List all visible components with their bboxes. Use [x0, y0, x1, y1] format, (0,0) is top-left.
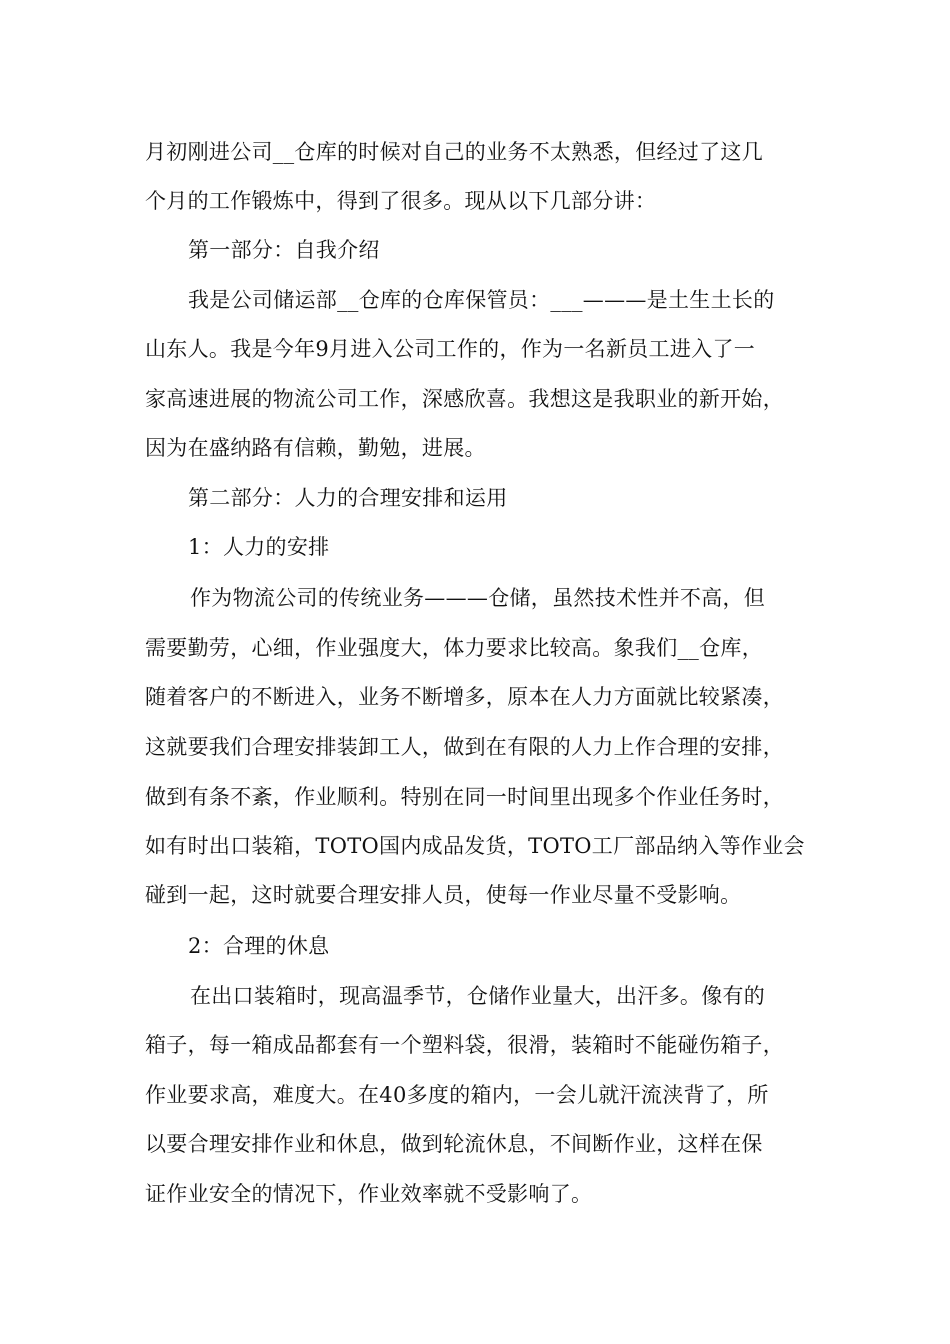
text-line: 个月的工作锻炼中，得到了很多。现从以下几部分讲： [145, 189, 657, 213]
text-line: 需要勤劳，心细，作业强度大，体力要求比较高。象我们__仓库， [145, 636, 763, 660]
text-line: 做到有条不紊，作业顺利。特别在同一时间里出现多个作业任务时， [145, 785, 784, 809]
text-line: 家高速进展的物流公司工作，深感欣喜。我想这是我职业的新开始， [145, 387, 784, 411]
text-line: 月初刚进公司__仓库的时候对自己的业务不太熟悉，但经过了这几 [145, 140, 763, 164]
text-line: 碰到一起，这时就要合理安排人员，使每一作业尽量不受影响。 [145, 883, 742, 907]
section-heading: 第一部分：自我介绍 [188, 238, 380, 262]
subsection-heading: 1：人力的安排 [188, 535, 330, 559]
text-line: 这就要我们合理安排装卸工人，做到在有限的人力上作合理的安排， [145, 735, 784, 759]
text-line: 作为物流公司的传统业务———仓储，虽然技术性并不高，但 [190, 586, 766, 610]
text-line: 我是公司储运部__仓库的仓库保管员：___———是土生土长的 [188, 288, 775, 312]
text-line: 山东人。我是今年9月进入公司工作的，作为一名新员工进入了一 [145, 337, 756, 361]
text-line: 如有时出口装箱，TOTO国内成品发货，TOTO工厂部品纳入等作业会 [145, 834, 805, 858]
text-line: 随着客户的不断进入，业务不断增多，原本在人力方面就比较紧凑， [145, 685, 784, 709]
text-line: 以要合理安排作业和休息，做到轮流休息，不间断作业，这样在保 [145, 1132, 763, 1156]
text-line: 证作业安全的情况下，作业效率就不受影响了。 [145, 1182, 593, 1206]
subsection-heading: 2：合理的休息 [188, 934, 330, 958]
text-line: 在出口装箱时，现高温季节，仓储作业量大，出汗多。像有的 [190, 984, 766, 1008]
text-line: 作业要求高，难度大。在40多度的箱内，一会儿就汗流浃背了，所 [145, 1083, 769, 1107]
text-line: 箱子，每一箱成品都套有一个塑料袋，很滑，装箱时不能碰伤箱子， [145, 1033, 784, 1057]
text-line: 因为在盛纳路有信赖，勤勉，进展。 [145, 436, 486, 460]
section-heading: 第二部分：人力的合理安排和运用 [188, 486, 508, 510]
